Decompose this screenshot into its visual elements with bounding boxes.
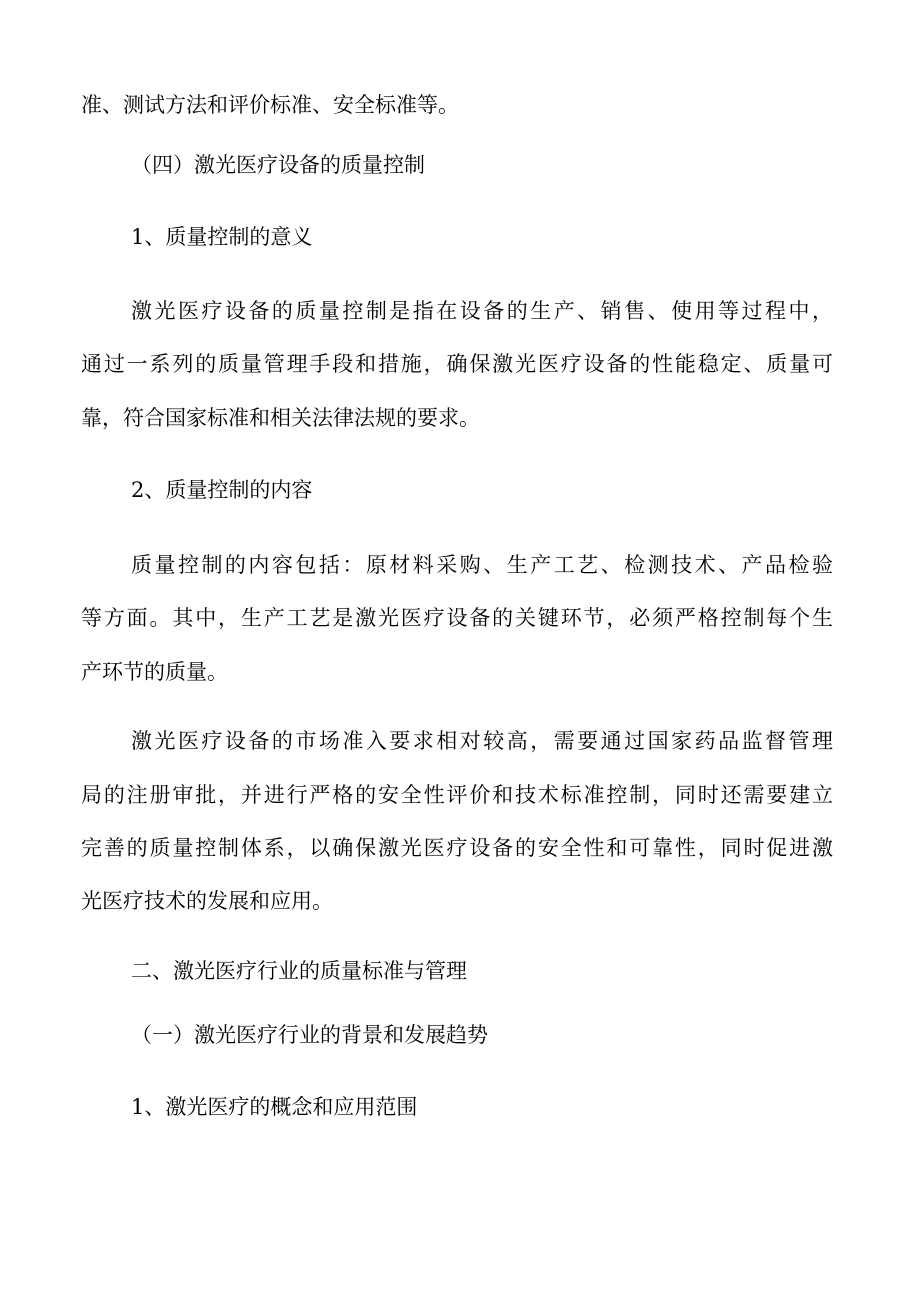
paragraph-line: 通过一系列的质量管理手段和措施，确保激光医疗设备的性能稳定、质量可	[81, 352, 833, 376]
subheading-concept: 1、激光医疗的概念和应用范围	[131, 1095, 418, 1119]
subheading-content: 2、质量控制的内容	[131, 478, 313, 502]
paragraph-line: 完善的质量控制体系，以确保激光医疗设备的安全性和可靠性，同时促进激	[81, 836, 833, 860]
paragraph-line: 靠，符合国家标准和相关法律法规的要求。	[81, 406, 480, 430]
paragraph-line: 激光医疗设备的市场准入要求相对较高，需要通过国家药品监督管理	[131, 729, 833, 753]
paragraph-line: 激光医疗设备的质量控制是指在设备的生产、销售、使用等过程中，	[131, 299, 833, 323]
chapter-heading: 二、激光医疗行业的质量标准与管理	[131, 959, 467, 983]
subheading-meaning: 1、质量控制的意义	[131, 225, 313, 249]
paragraph-line: 产环节的质量。	[81, 660, 228, 684]
section-heading-background: （一）激光医疗行业的背景和发展趋势	[131, 1023, 488, 1047]
paragraph-line: 等方面。其中，生产工艺是激光医疗设备的关键环节，必须严格控制每个生	[81, 606, 833, 630]
paragraph-continuation-line: 准、测试方法和评价标准、安全标准等。	[81, 93, 459, 117]
paragraph-line: 局的注册审批，并进行严格的安全性评价和技术标准控制，同时还需要建立	[81, 783, 833, 807]
paragraph-line: 质量控制的内容包括：原材料采购、生产工艺、检测技术、产品检验	[131, 553, 833, 577]
paragraph-line: 光医疗技术的发展和应用。	[81, 889, 333, 913]
section-heading-quality-control: （四）激光医疗设备的质量控制	[131, 153, 425, 177]
